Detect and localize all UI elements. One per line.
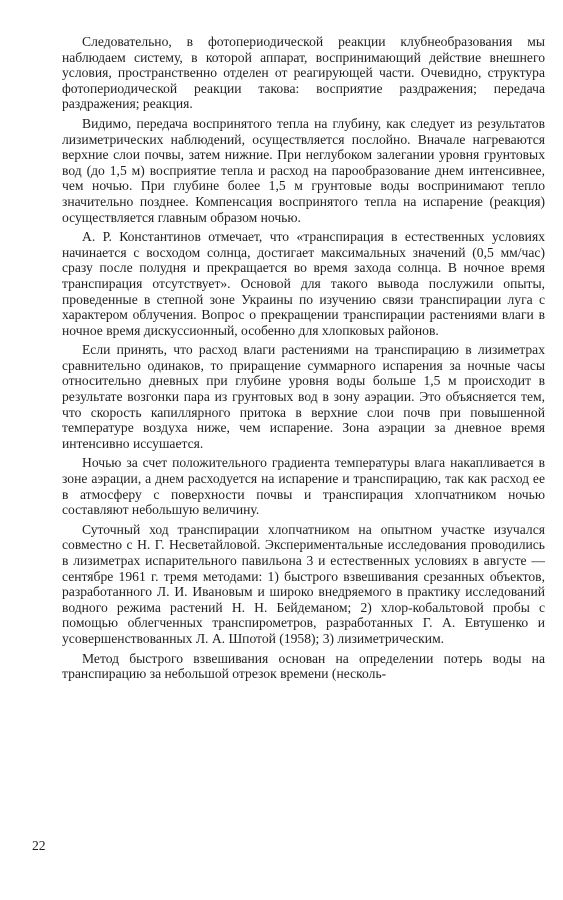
- body-text: [62, 34, 545, 686]
- page-number: 22: [32, 838, 46, 853]
- paragraph-7: Метод быстрого взвешивания основан на определении потерь воды на транспирацию за небольшой отрезок времени (несколь-: [62, 650, 545, 682]
- paragraph-3: А. Р. Константинов отмечает, что «транспирация в естественных условиях начинается с восходом солнца, достигает максимальных значений (0,5 мм/час) сразу после полудня и прекращается во время захода солнца. В ночное время транспирация отсутствует». Основой для такого вывода послужили опыты, проведенные в степной зоне Украины по изучению связи транспирации луга с характером облучения. Вопрос о прекращении транспирации растениями влаги в ночное время дискуссионный, особенно для хлопковых районов.: [62, 229, 545, 338]
- paragraph-1: Следовательно, в фотопериодической реакции клубнеобразования мы наблюдаем систему, в которой аппарат, воспринимающий действие внешнего условия, пространственно отделен от реагирующей части. Очевидно, структура фотопериодической реакции такова: восприятие раздражения; передача раздражения; реакция.: [62, 34, 545, 112]
- paragraph-4: Если принять, что расход влаги растениями на транспирацию в лизиметрах сравнительно одинаков, то приращение суммарного испарения за ночные часы относительно дневных при глубине уровня воды больше 1,5 м происходит в результате возгонки пара из грунтовых вод в зону аэрации. Это объясняется тем, что скорость капиллярного притока в верхние слои почв при повышенной температуре воздуха ниже, чем испарение. Зона аэрации за дневное время интенсивно иссушается.: [62, 342, 545, 451]
- paragraph-5: Ночью за счет положительного градиента температуры влага накапливается в зоне аэрации, а днем расходуется на испарение и транспирацию, так как расход ее в атмосферу с поверхности почвы и транспирация хлопчатником ночью составляют небольшую величину.: [62, 455, 545, 518]
- paragraph-2: Видимо, передача воспринятого тепла на глубину, как следует из результатов лизиметрических наблюдений, осуществляется послойно. Вначале нагреваются верхние слои почвы, затем нижние. При неглубоком залегании уровня грунтовых вод (до 1,5 м) восприятие тепла и расход на парообразование днем интенсивнее, чем ночью. При глубине более 1,5 м грунтовые воды воспринимают тепло значительно позднее. Компенсация воспринятого тепла на испарение (реакция) осуществляется главным образом ночью.: [62, 115, 545, 225]
- paragraph-6: Суточный ход транспирации хлопчатником на опытном участке изучался совместно с Н. Г. Несветайловой. Экспериментальные исследования проводились в лизиметрах испарительного павильона 3 и естественных условиях в августе — сентябре 1961 г. тремя методами: 1) быстрого взвешивания срезанных объектов, разработанного Л. И. Ивановым и широко внедряемого в практику исследований водного режима растений Н. Н. Бейдеманом; 2) хлор-кобальтовой пробы с помощью облегченных транспирометров, разработанных Г. А. Евтушенко и усовершенствованных Л. А. Шпотой (1958); 3) лизиметрическим.: [62, 521, 545, 646]
